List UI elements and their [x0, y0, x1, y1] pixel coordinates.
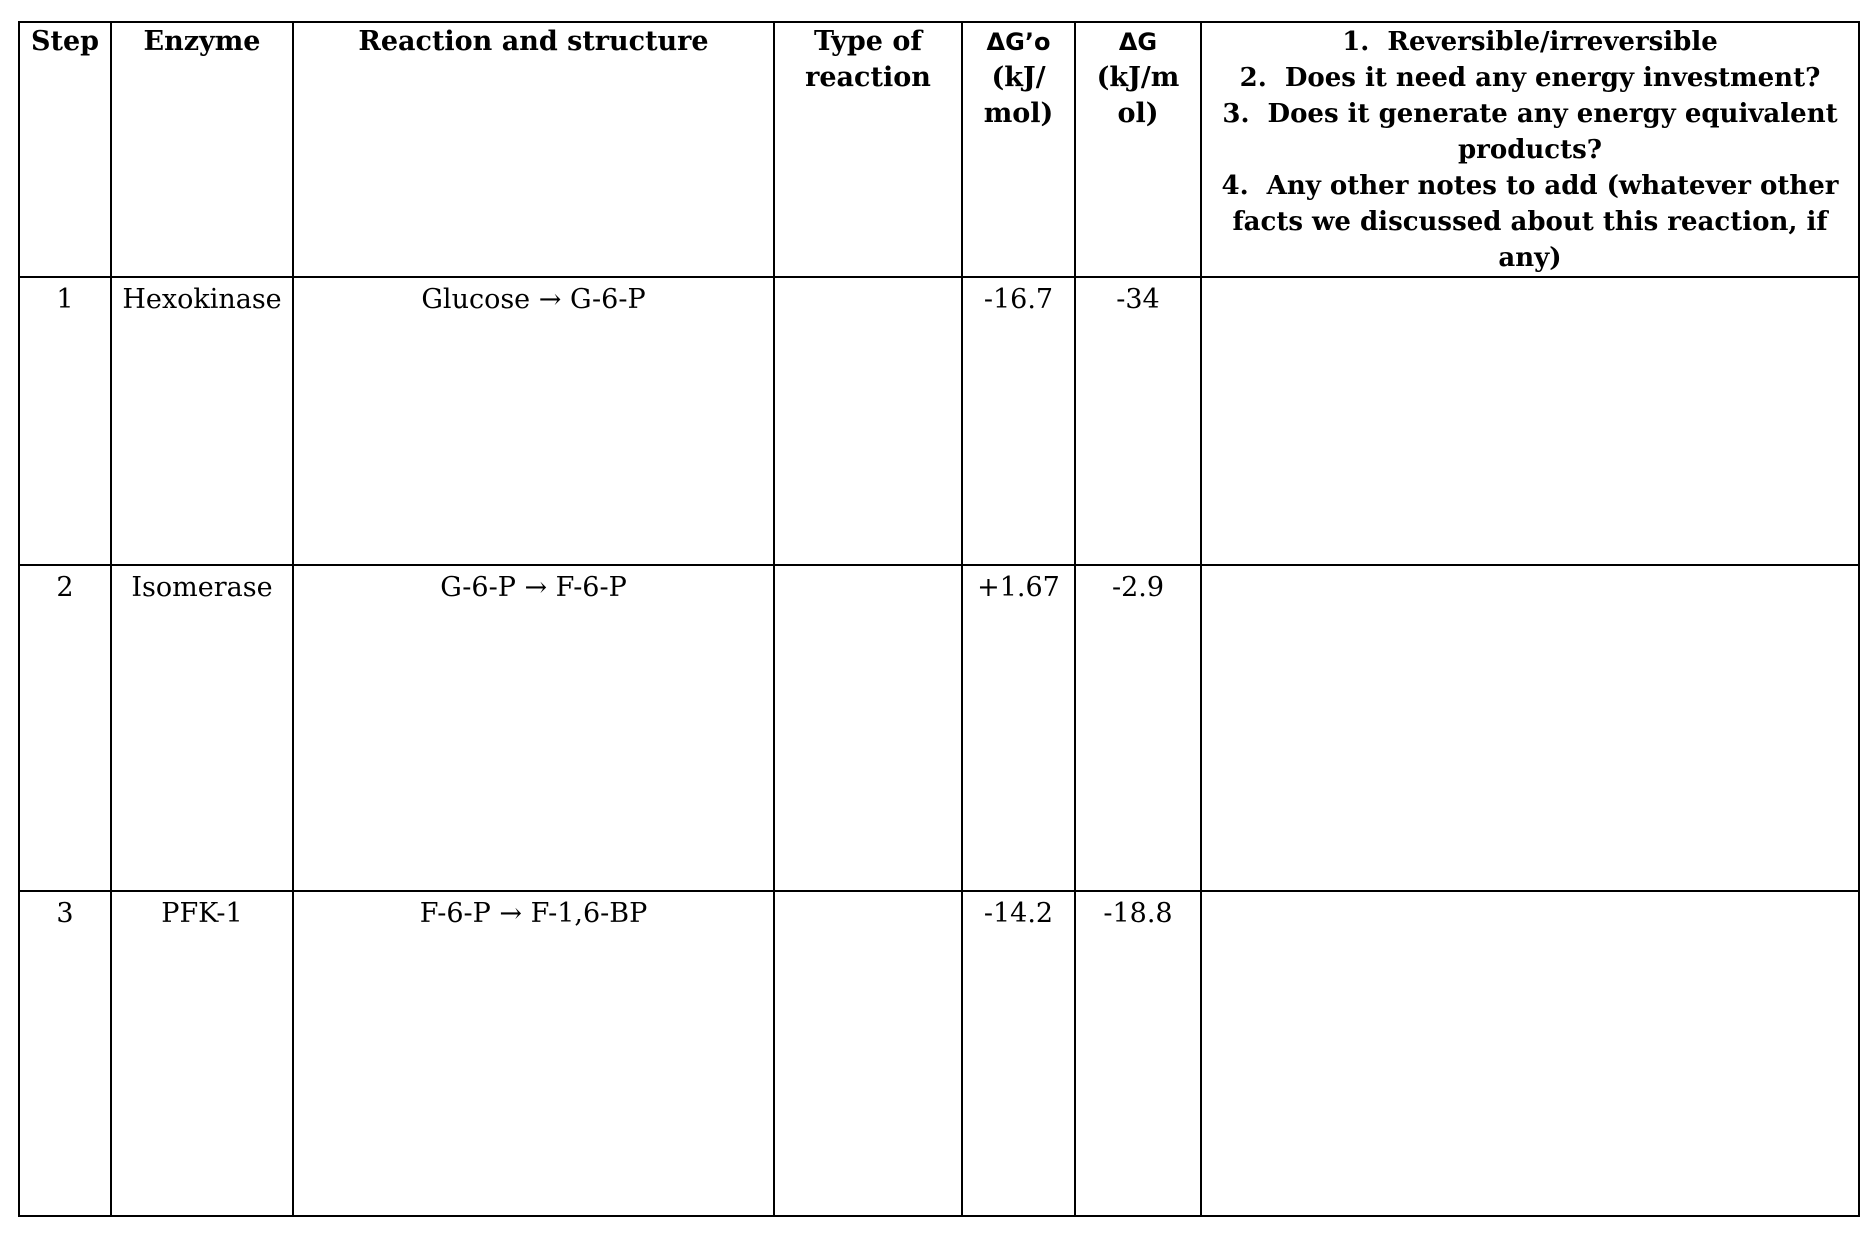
enzyme-cell: PFK-1 [111, 891, 293, 1216]
header-enzyme: Enzyme [111, 22, 293, 277]
question-item: 1. Reversible/irreversible [1342, 27, 1718, 57]
header-dg-unit-line3: ol) [1117, 98, 1159, 129]
header-dg0-unit-line3: mol) [983, 98, 1054, 129]
step-cell: 1 [19, 277, 111, 565]
header-dg0-unit-line2: (kJ/ [991, 62, 1046, 93]
step-cell: 3 [19, 891, 111, 1216]
notes-cell[interactable] [1201, 891, 1859, 1216]
reaction-cell[interactable]: F-6-P → F-1,6-BP [293, 891, 774, 1216]
header-step: Step [19, 22, 111, 277]
question-item: 3. Does it generate any energy equivalent products? [1222, 99, 1838, 165]
table-row [19, 891, 1859, 1216]
header-dg0-symbol: ΔG’o [986, 28, 1051, 56]
reaction-cell[interactable]: G-6-P → F-6-P [293, 565, 774, 891]
step-cell: 2 [19, 565, 111, 891]
notes-cell[interactable] [1201, 565, 1859, 891]
table-row [19, 565, 1859, 891]
dg0-cell: +1.67 [962, 565, 1075, 891]
header-delta-g-standard [962, 22, 1075, 277]
table-row [19, 277, 1859, 565]
enzyme-cell: Isomerase [111, 565, 293, 891]
dg0-cell: -14.2 [962, 891, 1075, 1216]
enzyme-cell: Hexokinase [111, 277, 293, 565]
type-cell[interactable] [774, 277, 962, 565]
notes-cell[interactable] [1201, 277, 1859, 565]
dg-cell: -18.8 [1075, 891, 1201, 1216]
header-type-line2: reaction [805, 62, 931, 93]
header-type-of-reaction [774, 22, 962, 277]
question-list [1206, 24, 1854, 276]
header-delta-g [1075, 22, 1201, 277]
question-item: 4. Any other notes to add (whatever other facts we discussed about this reaction, if any) [1221, 171, 1839, 273]
glycolysis-worksheet-table [18, 21, 1860, 1217]
question-item: 2. Does it need any energy investment? [1239, 63, 1821, 93]
header-type-line1: Type of [814, 26, 922, 57]
header-dg-unit-line2: (kJ/m [1096, 62, 1180, 93]
dg0-cell: -16.7 [962, 277, 1075, 565]
dg-cell: -34 [1075, 277, 1201, 565]
header-dg-symbol: ΔG [1118, 28, 1158, 56]
type-cell[interactable] [774, 565, 962, 891]
header-questions [1201, 22, 1859, 277]
reaction-cell[interactable]: Glucose → G-6-P [293, 277, 774, 565]
type-cell[interactable] [774, 891, 962, 1216]
header-reaction: Reaction and structure [293, 22, 774, 277]
table-header-row [19, 22, 1859, 277]
dg-cell: -2.9 [1075, 565, 1201, 891]
